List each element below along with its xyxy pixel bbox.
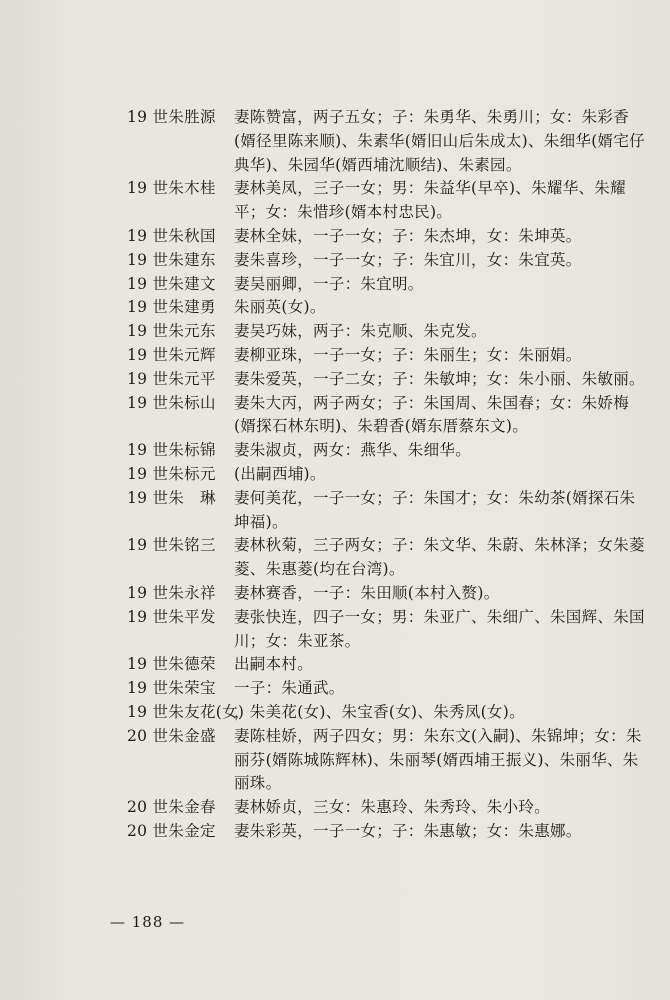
- entry-name: 19 世朱友花(女): [127, 702, 245, 721]
- genealogy-entry: [127, 392, 655, 440]
- entry-description: 妻林娇贞，三女：朱惠玲、朱秀玲、朱小玲。: [234, 798, 551, 817]
- entry-description: 妻吴丽卿，一子：朱宜明。: [234, 274, 424, 293]
- entry-name: 20 世朱金春: [127, 798, 216, 817]
- entry-name: 19 世朱荣宝: [127, 679, 216, 698]
- entry-description: 朱丽英(女)。: [234, 298, 326, 317]
- genealogy-entry: [127, 606, 655, 654]
- entry-description: 妻吴巧妹，两子：朱克顺、朱克发。: [234, 322, 487, 341]
- entry-name: 19 世朱元东: [127, 322, 216, 341]
- genealogy-entry: [127, 725, 655, 796]
- genealogy-entry: [127, 677, 655, 701]
- entry-name: 19 世朱元平: [127, 369, 216, 388]
- genealogy-entry: [127, 344, 655, 368]
- entry-description: 妻何美花，一子一女；子：朱国才；女：朱幼茶(婿探石朱坤福)。: [234, 488, 636, 531]
- entry-name: 19 世朱标元: [127, 464, 216, 483]
- genealogy-entry: [127, 296, 655, 320]
- entry-description: 妻陈赞富，两子五女；子：朱勇华、朱勇川；女：朱彩香(婿径里陈来顺)、朱素华(婿旧山后朱成太)、朱细华(婿宅仔典华)、朱园华(婿西埔沈顺结)、朱素园。: [234, 108, 645, 174]
- entry-name: 19 世朱元辉: [127, 345, 216, 364]
- entry-name: 19 世朱平发: [127, 607, 216, 626]
- entry-description: (出嗣西埔)。: [234, 464, 326, 483]
- entry-name: 19 世朱秋国: [127, 226, 216, 245]
- genealogy-entry: [127, 653, 655, 677]
- entry-name: 19 世朱胜源: [127, 108, 216, 126]
- entry-description: 出嗣本村。: [234, 655, 314, 674]
- entry-description: 妻张快连，四子一女；男：朱亚广、朱细广、朱国辉、朱国川；女：朱亚茶。: [234, 607, 645, 650]
- genealogy-entries: [127, 106, 655, 844]
- entry-description: 妻朱彩英，一子一女；子：朱惠敏；女：朱惠娜。: [234, 821, 582, 840]
- genealogy-entry: [127, 796, 655, 820]
- page-number: — 188 —: [110, 913, 186, 931]
- entry-name: 19 世朱永祥: [127, 583, 216, 602]
- genealogy-entry: [127, 534, 655, 582]
- genealogy-entry: [127, 249, 655, 273]
- entry-name: 19 世朱建勇: [127, 298, 216, 317]
- entry-description: 妻林全妹，一子一女；子：朱杰坤，女：朱坤英。: [234, 226, 582, 245]
- entry-name: 19 世朱建东: [127, 250, 216, 269]
- genealogy-entry: [127, 463, 655, 487]
- genealogy-entry: [127, 701, 655, 725]
- entry-description: 妻柳亚珠，一子一女；子：朱丽生；女：朱丽娟。: [234, 345, 582, 364]
- entry-description: 妻朱喜珍，一子一女；子：朱宜川，女：朱宜英。: [234, 250, 582, 269]
- entry-name: 19 世朱铭三: [127, 536, 216, 555]
- genealogy-entry: [127, 439, 655, 463]
- entry-name: 20 世朱金定: [127, 821, 216, 840]
- entry-description: 妻林秋菊，三子两女；子：朱文华、朱蔚、朱林泽；女朱菱菱、朱惠菱(均在台湾)。: [234, 536, 645, 579]
- genealogy-entry: [127, 582, 655, 606]
- entry-name: 19 世朱 琳: [127, 488, 216, 507]
- entry-name: 20 世朱金盛: [127, 726, 216, 745]
- entry-description: 一子：朱通武。: [234, 679, 345, 698]
- entry-name: 19 世朱德荣: [127, 655, 216, 674]
- entry-name: 19 世朱木桂: [127, 179, 216, 198]
- entry-description: 妻林赛香，一子：朱田顺(本村入赘)。: [234, 583, 500, 602]
- genealogy-entry: [127, 225, 655, 249]
- genealogy-entry: [127, 820, 655, 844]
- entry-name: 19 世朱标锦: [127, 441, 216, 460]
- entry-description: 妻陈桂娇，两子四女；男：朱东文(入嗣)、朱锦坤；女：朱丽芬(婿陈城陈辉林)、朱丽琴(婿西埔王振义)、朱丽华、朱丽珠。: [234, 726, 642, 793]
- genealogy-entry: [127, 177, 655, 225]
- entry-name: 19 世朱建文: [127, 274, 216, 293]
- entry-description: 妻林美凤，三子一女；男：朱益华(早卒)、朱耀华、朱耀平；女：朱惜珍(婿本村忠民)。: [234, 179, 626, 222]
- entry-description: 妻朱大丙，两子两女；子：朱国周、朱国春；女：朱娇梅(婿探石林东明)、朱碧香(婿东厝蔡东文)。: [234, 393, 630, 436]
- genealogy-entry: [127, 487, 655, 535]
- genealogy-entry: [127, 106, 655, 177]
- entry-name: 19 世朱标山: [127, 393, 216, 412]
- genealogy-entry: [127, 320, 655, 344]
- genealogy-entry: [127, 273, 655, 297]
- entry-description: ，朱美花(女)、朱宝香(女)、朱秀凤(女)。: [234, 702, 525, 721]
- entry-description: 妻朱爱英，一子二女；子：朱敏坤；女：朱小丽、朱敏丽。: [234, 369, 645, 388]
- genealogy-entry: [127, 368, 655, 392]
- entry-description: 妻朱淑贞，两女：燕华、朱细华。: [234, 441, 472, 460]
